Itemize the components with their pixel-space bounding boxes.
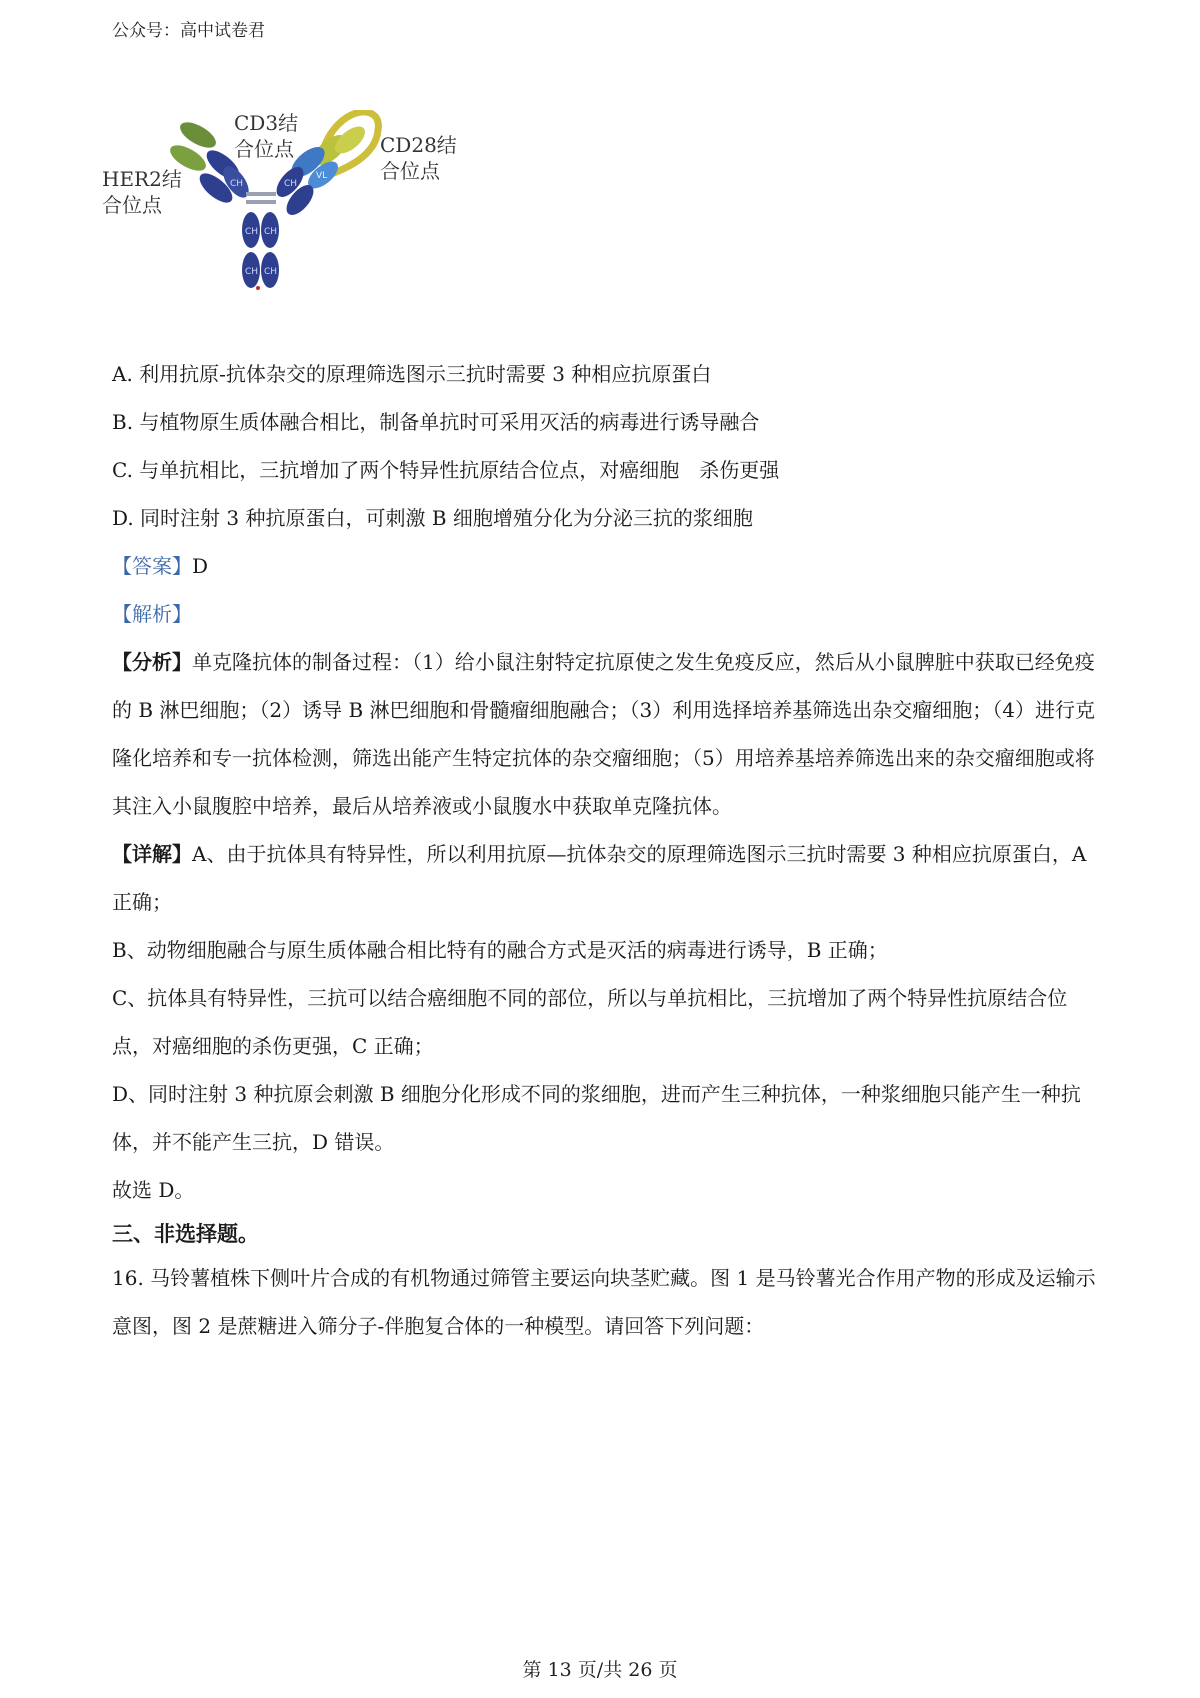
- domain-label: CH: [245, 227, 259, 237]
- xiangjie-c: C、抗体具有特异性，三抗可以结合癌细胞不同的部位，所以与单抗相比，三抗增加了两个特异性抗原结合位点，对癌细胞的杀伤更强，C 正确；: [112, 986, 1068, 1058]
- trispecific-antibody-figure: [102, 110, 508, 335]
- domain-label: CH: [264, 227, 278, 237]
- fc-stem: [242, 212, 279, 290]
- question-16: 16. 马铃薯植株下侧叶片合成的有机物通过筛管主要运向块茎贮藏。图 1 是马铃薯光合作用产物的形成及运输示意图，图 2 是蔗糖进入筛分子-伴胞复合体的一种模型。请回答下列问题：: [112, 1266, 1096, 1338]
- hinge-bar-1: [246, 192, 276, 196]
- cd28-label: CD28结 合位点: [380, 133, 457, 183]
- answer-line: [112, 542, 1102, 590]
- answer-value: D: [192, 554, 209, 578]
- cd3-label: CD3结 合位点: [234, 111, 299, 161]
- option-c: C. 与单抗相比，三抗增加了两个特异性抗原结合位点，对癌细胞 杀伤更强: [112, 458, 780, 482]
- xiangjie-b: B、动物细胞融合与原生质体融合相比特有的融合方式是灭活的病毒进行诱导，B 正确；: [112, 938, 888, 962]
- domain-label: VL: [316, 171, 328, 181]
- fenxi-paragraph: [112, 638, 1102, 830]
- xiangjie-d: D、同时注射 3 种抗原会刺激 B 细胞分化形成不同的浆细胞，进而产生三种抗体，一种浆细胞只能产生一种抗体，并不能产生三抗，D 错误。: [112, 1082, 1081, 1154]
- her2-label: HER2结 合位点: [102, 167, 182, 217]
- page-number: 第 13 页/共 26 页: [522, 1659, 678, 1681]
- option-b: B. 与植物原生质体融合相比，制备单抗时可采用灭活的病毒进行诱导融合: [112, 410, 760, 434]
- knob-marker: [256, 286, 260, 290]
- domain-label: CH: [230, 179, 244, 189]
- analysis-label: 【解析】: [112, 602, 192, 626]
- fenxi-text: 单克隆抗体的制备过程：（1）给小鼠注射特定抗原使之发生免疫反应，然后从小鼠脾脏中获取已经免疫的 B 淋巴细胞；（2）诱导 B 淋巴细胞和骨髓瘤细胞融合；（3）利用选择培养基筛选出杂交瘤细胞；（4）进行克隆化培养和专一抗体检测，筛选出能产生特定抗体的杂交瘤细胞；（5）用培养基培养筛选出来的杂交瘤细胞或将其注入小鼠腹腔中培养，最后从培养液或小鼠腹水中获取单克隆抗体。: [112, 650, 1095, 818]
- option-a: A. 利用抗原-抗体杂交的原理筛选图示三抗时需要 3 种相应抗原蛋白: [112, 362, 712, 386]
- answer-label: 【答案】: [112, 554, 192, 578]
- domain-label: CH: [264, 267, 278, 277]
- hinge-bar-2: [246, 200, 276, 204]
- header-note: 公众号：高中试卷君: [112, 21, 265, 41]
- xiangjie-a: 【详解】A、由于抗体具有特异性，所以利用抗原—抗体杂交的原理筛选图示三抗时需要 3 种相应抗原蛋白，A 正确；: [112, 842, 1087, 914]
- conclusion: 故选 D。: [112, 1178, 195, 1202]
- page-content: [112, 350, 1102, 1350]
- fenxi-label: 【分析】: [112, 650, 192, 674]
- domain-label: CH: [284, 179, 298, 189]
- section-title: 三、非选择题。: [112, 1221, 259, 1246]
- option-d: D. 同时注射 3 种抗原蛋白，可刺激 B 细胞增殖分化为分泌三抗的浆细胞: [112, 506, 753, 530]
- xiangjie-label: 【详解】: [112, 842, 192, 866]
- domain-label: CH: [245, 267, 259, 277]
